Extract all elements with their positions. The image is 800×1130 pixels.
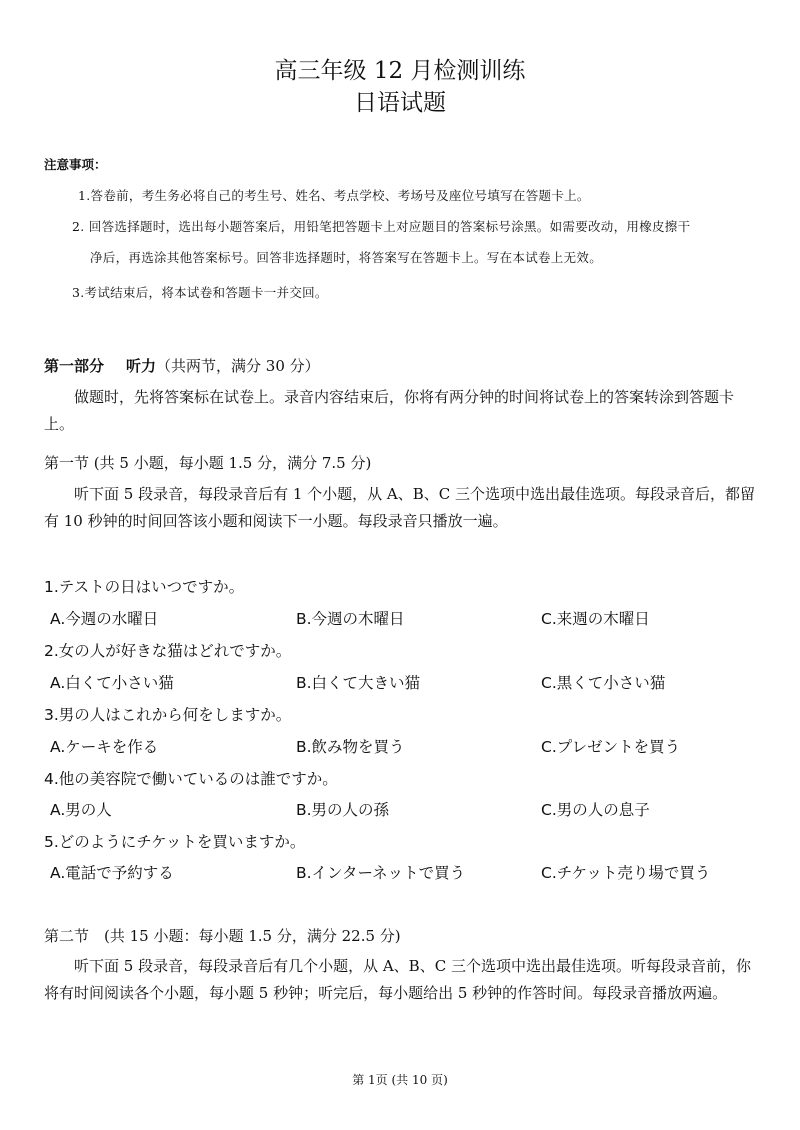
part1-label: 第一部分 (44, 357, 105, 375)
notice-item-3: 3.考试结束后，将本试卷和答题卡一并交回。 (72, 285, 328, 300)
question-3-option-c: C.プレゼントを買う (541, 738, 681, 756)
exam-title: 高三年级 12 月检测训练 (274, 58, 526, 84)
question-2: 2.女の人が好きな猫はどれですか。 (44, 642, 292, 660)
notice-heading: 注意事项： (44, 157, 107, 172)
notice-item-2-continued: 净后，再选涂其他答案标号。回答非选择题时，将答案写在答题卡上。写在本试卷上无效。 (90, 250, 603, 265)
question-2-option-b: B.白くて大きい猫 (296, 674, 421, 692)
section1-instruction: 听下面 5 段录音，每段录音后有 1 个小题，从 A、B、C 三个选项中选出最佳选项。每段录音后，都留有 10 秒钟的时间回答该小题和阅读下一小题。每段录音只播放一遍。 (44, 485, 756, 530)
question-3-option-b: B.飲み物を買う (296, 738, 405, 756)
question-4-option-a: A.男の人 (50, 801, 112, 819)
question-3-option-a: A.ケーキを作る (50, 738, 159, 756)
question-1: 1.テストの日はいつですか。 (44, 578, 245, 596)
question-1-option-b: B.今週の木曜日 (296, 610, 405, 628)
section2-heading: 第二节 (共 15 小题：每小题 1.5 分，满分 22.5 分) (44, 927, 401, 945)
section1-heading: 第一节 (共 5 小题，每小题 1.5 分，满分 7.5 分) (44, 454, 372, 472)
question-5: 5.どのようにチケットを買いますか。 (44, 833, 306, 851)
question-1-option-a: A.今週の水曜日 (50, 610, 159, 628)
question-1-option-c: C.来週の木曜日 (541, 610, 650, 628)
question-5-option-b: B.インターネットで買う (296, 864, 466, 882)
exam-subtitle: 日语试题 (354, 90, 446, 116)
question-3: 3.男の人はこれから何をしますか。 (44, 706, 292, 724)
question-2-option-a: A.白くて小さい猫 (50, 674, 174, 692)
part1-instruction: 做题时，先将答案标在试卷上。录音内容结束后，你将有两分钟的时间将试卷上的答案转涂到答题卡上。 (44, 388, 735, 433)
question-5-option-a: A.電話で予約する (50, 864, 174, 882)
question-4-option-c: C.男の人の息子 (541, 801, 650, 819)
question-4-option-b: B.男の人の孫 (296, 801, 390, 819)
question-5-option-c: C.チケット売り場で買う (541, 864, 711, 882)
part1-heading (44, 355, 320, 376)
page-number: 第 1页 (共 10 页) (352, 1073, 448, 1087)
question-2-option-c: C.黒くて小さい猫 (541, 674, 666, 692)
section2-instruction: 听下面 5 段录音，每段录音后有几个小题，从 A、B、C 三个选项中选出最佳选项。听每段录音前，你将有时间阅读各个小题，每小题 5 秒钟；听完后，每小题给出 5 秒钟的作答时间。每段录音播放两遍。 (44, 957, 751, 1002)
notice-item-2: 2. 回答选择题时，选出每小题答案后，用铅笔把答题卡上对应题目的答案标号涂黑。如需要改动，用橡皮擦干 (72, 219, 691, 234)
part1-score: （共两节，满分 30 分） (156, 357, 320, 375)
part1-name: 听力 (126, 357, 157, 375)
question-4: 4.他の美容院で働いているのは誰ですか。 (44, 770, 338, 788)
notice-item-1: 1.答卷前，考生务必将自己的考生号、姓名、考点学校、考场号及座位号填写在答题卡上。 (78, 188, 590, 203)
